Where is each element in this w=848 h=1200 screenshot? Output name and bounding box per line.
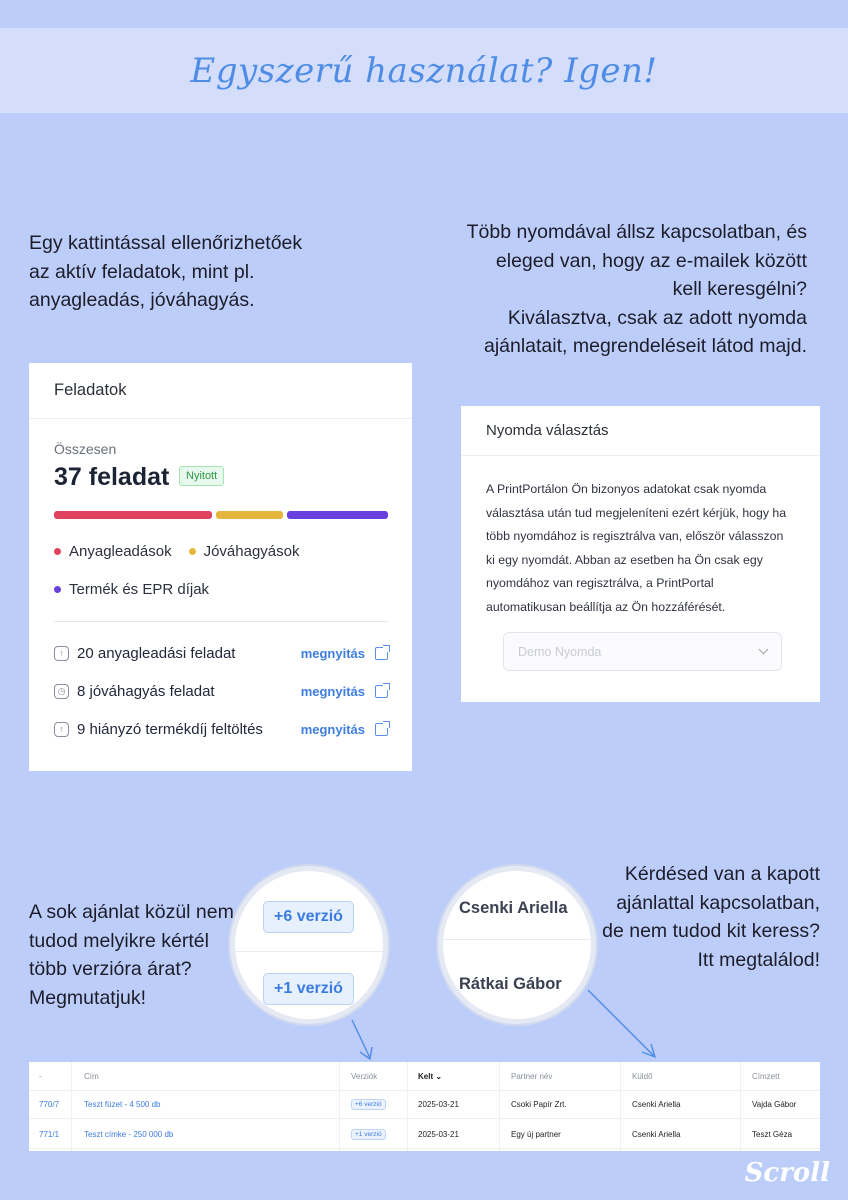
- text-line: ajánlatait, megrendeléseit látod majd.: [483, 335, 807, 357]
- column-header[interactable]: Küldő: [632, 1072, 653, 1081]
- task-label: 9 hiányzó termékdíj feltöltés: [77, 720, 263, 738]
- clock-icon: ◷: [54, 684, 69, 699]
- column-header[interactable]: Verziók: [351, 1072, 378, 1081]
- offer-id[interactable]: 770/7: [39, 1100, 60, 1109]
- legend-label: Anyagleadások: [69, 543, 172, 560]
- column-header[interactable]: Cím: [84, 1072, 99, 1081]
- legend-label: Jóváhagyások: [203, 543, 300, 560]
- text-line: választása után tud megjeleníteni ezért kérjük, hogy ha: [486, 505, 787, 520]
- table-row[interactable]: [29, 1090, 820, 1119]
- open-link[interactable]: megnyitás: [300, 683, 365, 699]
- recipient-name: Vajda Gábor: [752, 1100, 797, 1109]
- offer-id[interactable]: 771/1: [39, 1130, 60, 1139]
- sender-name: Csenki Ariella: [632, 1100, 681, 1109]
- upload-icon: ↑: [54, 646, 69, 661]
- offers-table: [29, 1062, 820, 1151]
- text-line: nyomdához van regisztrálva, a PrintPortal: [486, 576, 714, 590]
- column-header[interactable]: Címzett: [752, 1072, 780, 1081]
- partner-name: Csoki Papír Zrt.: [511, 1100, 567, 1109]
- open-link[interactable]: megnyitás: [300, 645, 365, 661]
- upload-icon: ↑: [54, 722, 69, 737]
- text-line: anyagleadás, jóváhagyás.: [29, 289, 255, 311]
- text-line: automatikusan beállítja az Ön hozzáférését.: [486, 599, 726, 614]
- legend-label: Termék és EPR díjak: [69, 581, 210, 598]
- partner-name: Egy új partner: [511, 1130, 561, 1139]
- task-label: 20 anyagleadási feladat: [77, 644, 236, 662]
- text-line: Kérdésed van a kapott: [624, 863, 820, 885]
- total-value: 37 feladat: [54, 463, 170, 491]
- page-title: Egyszerű használat? Igen!: [190, 50, 658, 91]
- scroll-logo: Scroll: [744, 1158, 830, 1188]
- text-line: Több nyomdával állsz kapcsolatban, és: [466, 221, 807, 243]
- arrow-line: [588, 990, 654, 1056]
- text-line: tudod melyikre kértél: [29, 929, 209, 952]
- offer-title[interactable]: Teszt füzet - 4 500 db: [84, 1100, 161, 1109]
- version-pill[interactable]: +6 verzió: [351, 1099, 386, 1110]
- version-pill: +6 verzió: [263, 901, 354, 933]
- text-line: ajánlattal kapcsolatban,: [616, 891, 820, 914]
- total-label: Összesen: [54, 441, 117, 457]
- sender-name: Csenki Ariella: [459, 899, 568, 917]
- text-line: Kiválasztva, csak az adott nyomda: [507, 306, 807, 329]
- table-row[interactable]: [29, 1120, 820, 1149]
- version-pill: +1 verzió: [263, 973, 354, 1005]
- card-title: Feladatok: [29, 363, 412, 419]
- offer-title[interactable]: Teszt címke - 250 000 db: [84, 1130, 174, 1139]
- text-line: az aktív feladatok, mint pl.: [29, 260, 255, 283]
- text-line: több verzióra árat?: [29, 958, 192, 980]
- text-line: A sok ajánlat közül nem: [29, 901, 234, 923]
- version-pill[interactable]: +1 verzió: [351, 1129, 386, 1140]
- column-header: -: [39, 1072, 42, 1081]
- offer-date: 2025-03-21: [418, 1100, 459, 1109]
- task-label: 8 jóváhagyás feladat: [77, 682, 215, 700]
- table-header: [29, 1062, 820, 1091]
- sender-name: Csenki Ariella: [632, 1130, 681, 1139]
- column-header[interactable]: Partner név: [511, 1072, 553, 1081]
- card-title: Nyomda választás: [461, 406, 820, 456]
- text-line: Egy kattintással ellenőrizhetőek: [29, 232, 303, 254]
- text-line: több nyomdához is regisztrálva van, először válasszon: [486, 529, 784, 543]
- recipient-name: Teszt Géza: [752, 1130, 793, 1139]
- dropdown-value: Demo Nyomda: [518, 644, 602, 659]
- text-line: A PrintPortálon Ön bizonyos adatokat csak nyomda: [486, 482, 767, 496]
- status-badge: Nyitott: [179, 466, 224, 486]
- text-line: de nem tudod kit keress?: [602, 920, 820, 942]
- open-link[interactable]: megnyitás: [300, 721, 365, 737]
- text-line: eleged van, hogy az e-mailek között: [495, 249, 807, 272]
- text-line: Megmutatjuk!: [29, 986, 147, 1009]
- text-line: ki egy nyomdát. Abban az esetben ha Ön csak egy: [486, 552, 763, 567]
- text-line: kell keresgélni?: [672, 278, 807, 300]
- text-line: Itt megtalálod!: [697, 948, 820, 971]
- sender-name: Rátkai Gábor: [459, 975, 562, 993]
- offer-date: 2025-03-21: [418, 1130, 459, 1139]
- column-header-sorted[interactable]: Kelt ⌄: [418, 1072, 443, 1081]
